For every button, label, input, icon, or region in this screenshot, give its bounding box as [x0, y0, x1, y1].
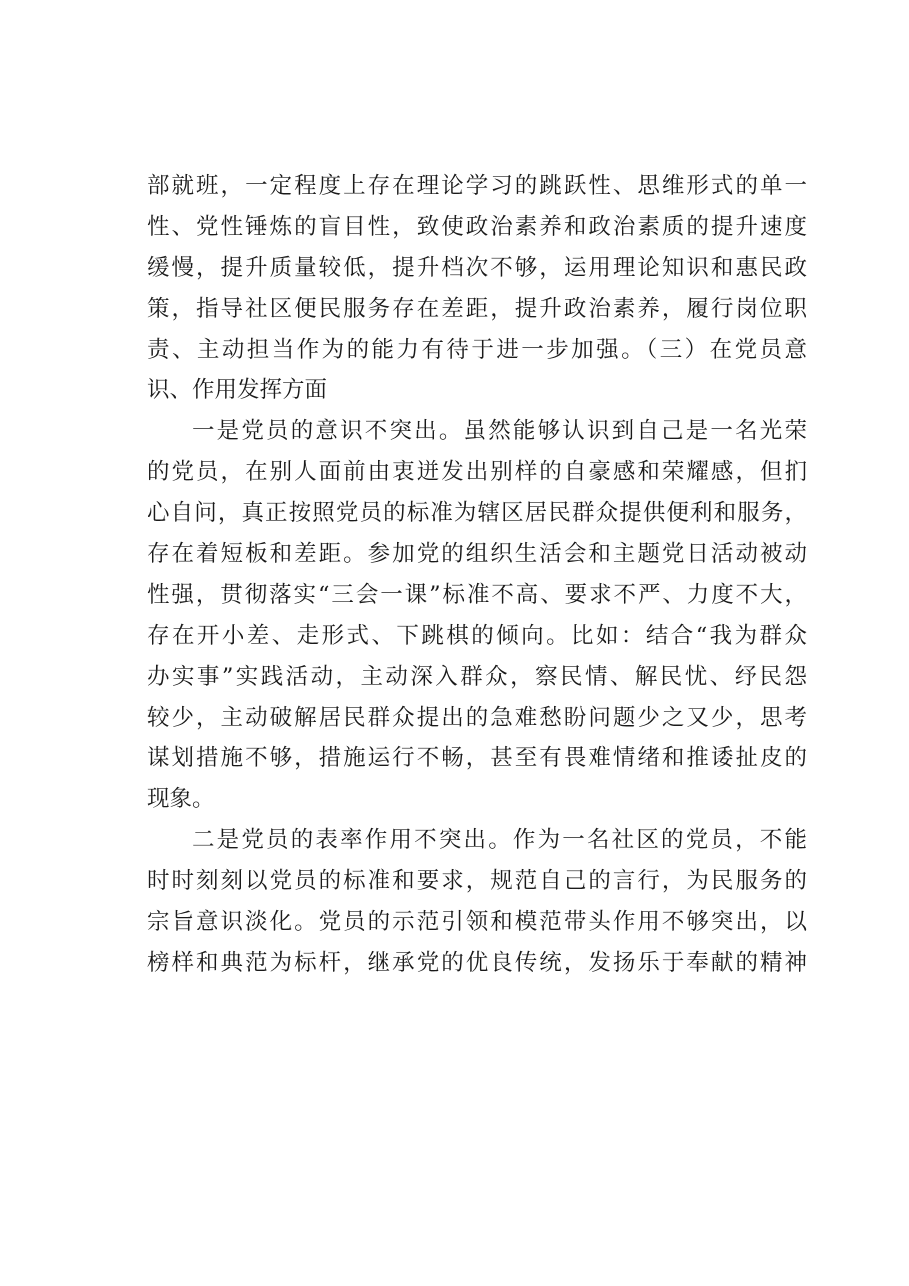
text-line: 谋划措施不够，措施运行不畅，甚至有畏难情绪和推诿扯皮的: [147, 745, 807, 772]
paragraph-continuation: [147, 166, 807, 411]
text-line: 宗旨意识淡化。党员的示范引领和模范带头作用不够突出，以: [147, 909, 807, 936]
document-body: [147, 166, 807, 984]
text-line: 心自问，真正按照党员的标准为辖区居民群众提供便利和服务，: [147, 500, 807, 527]
text-line: 存在着短板和差距。参加党的组织生活会和主题党日活动被动: [147, 541, 807, 568]
text-line: 责、主动担当作为的能力有待于进一步加强。（三）在党员意: [147, 336, 807, 363]
text-line: 性强，贯彻落实“三会一课”标准不高、要求不严、力度不大，: [147, 581, 807, 608]
text-line: 缓慢，提升质量较低，提升档次不够，运用理论知识和惠民政: [147, 254, 807, 281]
text-line: 时时刻刻以党员的标准和要求，规范自己的言行，为民服务的: [147, 868, 807, 895]
text-line: 现象。: [147, 786, 215, 813]
text-line: 策，指导社区便民服务存在差距，提升政治素养，履行岗位职: [147, 295, 807, 322]
text-line: 较少，主动破解居民群众提出的急难愁盼问题少之又少，思考: [147, 704, 807, 731]
text-line: 一是党员的意识不突出。虽然能够认识到自己是一名光荣: [192, 418, 807, 445]
text-line: 二是党员的表率作用不突出。作为一名社区的党员，不能: [192, 827, 807, 854]
paragraph-exemplary-role: [147, 820, 807, 984]
text-line: 存在开小差、走形式、下跳棋的倾向。比如：结合“我为群众: [147, 622, 807, 649]
text-line: 办实事”实践活动，主动深入群众，察民情、解民忧、纾民怨: [147, 663, 807, 690]
text-line: 性、党性锤炼的盲目性，致使政治素养和政治素质的提升速度: [147, 213, 807, 240]
text-line: 识、作用发挥方面: [147, 377, 328, 404]
text-line: 榜样和典范为标杆，继承党的优良传统，发扬乐于奉献的精神: [147, 949, 807, 976]
text-line: 部就班，一定程度上存在理论学习的跳跃性、思维形式的单一: [147, 173, 807, 199]
text-line: 的党员，在别人面前由衷迸发出别样的自豪感和荣耀感，但扪: [147, 459, 807, 486]
paragraph-party-awareness: [147, 411, 807, 820]
